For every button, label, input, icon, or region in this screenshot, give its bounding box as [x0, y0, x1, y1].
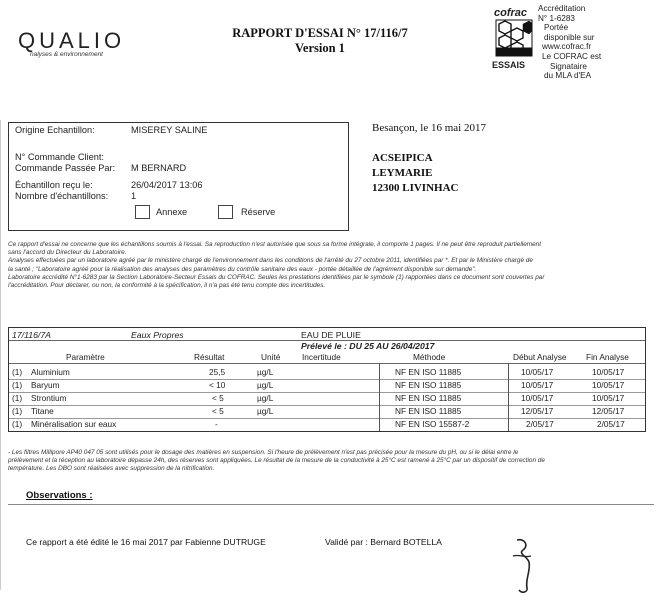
start-date: 10/05/17 [521, 393, 554, 403]
sample-info-box [8, 122, 349, 231]
method-column-frame [379, 363, 509, 431]
disclaimer-line: sans l'accord du Directeur du Laboratoire. [8, 249, 127, 257]
accreditation-flag: (1) [12, 380, 23, 390]
table-divider [9, 363, 645, 364]
parameter-name: Baryum [31, 380, 60, 390]
table-row [9, 419, 645, 432]
results-table [8, 327, 646, 432]
report-version: Version 1 [295, 41, 345, 55]
sample-count-label: Nombre d'échantillons: [15, 191, 109, 201]
start-date: 10/05/17 [521, 367, 554, 377]
validated-by: Validé par : Bernard BOTELLA [325, 537, 442, 547]
recipient-contact: LEYMARIE [372, 167, 433, 179]
parameter-name: Strontium [31, 393, 67, 403]
sample-category: Eaux Propres [131, 330, 184, 340]
received-label: Échantillon reçu le: [15, 180, 93, 190]
end-date: 10/05/17 [592, 393, 625, 403]
accreditation-line: Signataire [550, 61, 587, 71]
unit: µg/L [257, 380, 274, 390]
unit: µg/L [257, 367, 274, 377]
order-placed-by-label: Commande Passée Par: [15, 163, 116, 173]
methodology-note [8, 449, 654, 473]
start-date: 12/05/17 [521, 406, 554, 416]
page-edge [0, 120, 1, 590]
origin-value: MISEREY SALINE [131, 125, 208, 135]
accreditation-flag: (1) [12, 393, 23, 403]
report-number: RAPPORT D'ESSAI N° 17/116/7 [232, 26, 408, 40]
accreditation-line: Accréditation [538, 4, 586, 13]
note-line: température. Les DBO sont réalisées avec suppression de la nitrification. [8, 465, 215, 472]
end-date: 2/05/17 [597, 419, 625, 429]
accreditation-line: Portée [544, 23, 569, 33]
parameter-name: Minéralisation sur eaux [31, 419, 117, 429]
sample-ref: 17/116/7A [12, 330, 51, 340]
accreditation-flag: (1) [12, 406, 23, 416]
accreditation-flag: (1) [12, 419, 23, 429]
result-value: - [215, 419, 218, 429]
end-date: 12/05/17 [592, 406, 625, 416]
disclaimer-line: la santé ; "Laboratoire agréé pour la réalisation des analyses des paramètres du contrôle sanitaire des eaux - portée détaillée de l'agrément disponible sur demande". [8, 265, 477, 273]
handwritten-signature [505, 536, 545, 596]
logo-tagline: nalyses & environnement [30, 51, 103, 58]
observations-divider [8, 504, 654, 505]
observations-heading: Observations : [26, 490, 93, 501]
annex-label: Annexe [156, 207, 188, 217]
accreditation-line: disponible sur [544, 32, 595, 42]
method: NF EN ISO 11885 [395, 406, 462, 416]
disclaimer-line: Analyses effectuées par un laboratoire agréé par le ministère chargé de l'environnement dans les conditions de l'arrêté du 27 octobre 2011, identifiées par *. Et par le Ministère chargé de [8, 257, 533, 265]
result-value: < 5 [212, 393, 224, 403]
annex-checkbox[interactable] [135, 205, 150, 219]
accreditation-line: Le COFRAC est [542, 51, 602, 61]
sampling-period: Prélevé le : DU 25 AU 26/04/2017 [301, 341, 435, 351]
edited-by: Ce rapport a été édité le 16 mai 2017 par Fabienne DUTRUGE [26, 537, 266, 547]
column-header-end: Fin Analyse [586, 352, 629, 362]
accreditation-block [538, 4, 668, 81]
note-line: - Les filtres Millipore AP40 047 05 sont utilisés pour le dosage des matières en suspension. Si l'heure de prélèvement n'est pas précisée pour la mesure du pH, ou si le délai entre le [8, 449, 519, 456]
method: NF EN ISO 15587-2 [395, 419, 470, 429]
column-header-uncertainty: Incertitude [302, 352, 341, 362]
reserve-checkbox[interactable] [218, 205, 233, 219]
column-header-start: Début Analyse [513, 352, 567, 362]
method: NF EN ISO 11885 [395, 367, 462, 377]
unit: µg/L [257, 393, 274, 403]
parameter-name: Titane [31, 406, 54, 416]
cofrac-logo-text: cofrac [494, 7, 528, 19]
column-header-unit: Unité [261, 352, 281, 362]
reserve-label: Réserve [241, 207, 276, 217]
disclaimer-line: l'accréditation. Pour déclarer, ou non, la conformité à la spécification, il n'a pas été tenu compte des incertitudes. [8, 282, 326, 290]
start-date: 2/05/17 [526, 419, 554, 429]
accreditation-line: du MLA d'EA [544, 71, 592, 81]
result-value: 25,5 [209, 367, 226, 377]
sample-count-value: 1 [131, 191, 137, 201]
report-title [200, 26, 440, 56]
recipient-name: ACSEIPICA [372, 152, 433, 164]
column-header-result: Résultat [194, 352, 225, 362]
place-date: Besançon, le 16 mai 2017 [372, 122, 486, 134]
method: NF EN ISO 11885 [395, 393, 462, 403]
result-value: < 10 [209, 380, 226, 390]
cofrac-essais-label: ESSAIS [492, 60, 526, 70]
logo-name: QUALIO [18, 28, 126, 53]
column-header-parameter: Paramètre [66, 352, 105, 362]
end-date: 10/05/17 [592, 380, 625, 390]
start-date: 10/05/17 [521, 380, 554, 390]
cofrac-logo [490, 4, 538, 74]
column-header-method: Méthode [413, 352, 446, 362]
cofrac-website: www.cofrac.fr [542, 42, 592, 52]
result-value: < 5 [212, 406, 224, 416]
client-order-label: N° Commande Client: [15, 152, 104, 162]
end-date: 10/05/17 [592, 367, 625, 377]
disclaimer-line: Laboratoire accrédité N°1-6283 par la Section Laboratoire-Secteur Essais du COFRAC. Seules les prestations identifiées par le symbole (1) rapportées dans ce document sont couvertes par [8, 273, 545, 281]
method: NF EN ISO 11885 [395, 380, 462, 390]
disclaimer-line: Ce rapport d'essai ne concerne que les échantillons soumis à l'essai. Sa reproduction n'est autorisée que sous sa forme intégrale, il comporte 1 pages. Il ne peut être reproduit partiellement [8, 241, 541, 248]
accreditation-flag: (1) [12, 367, 23, 377]
accreditation-number: N° 1-6283 [538, 13, 575, 23]
origin-label: Origine Echantillon: [15, 125, 95, 135]
sample-type: EAU DE PLUIE [301, 330, 361, 340]
received-value: 26/04/2017 13:06 [131, 180, 203, 190]
table-divider [9, 340, 645, 341]
note-line: prélèvement et la réception au laboratoire dépasse 24h, des réserves sont appliquées. Le résultat de la mesure de la conductivité à 25°C est ramené à 25°C par un dispositif de correction de [8, 457, 545, 464]
recipient-city: 12300 LIVINHAC [372, 182, 459, 194]
unit: µg/L [257, 406, 274, 416]
order-placed-by-value: M BERNARD [131, 163, 187, 173]
parameter-name: Aluminium [31, 367, 70, 377]
legal-disclaimer [8, 241, 654, 290]
